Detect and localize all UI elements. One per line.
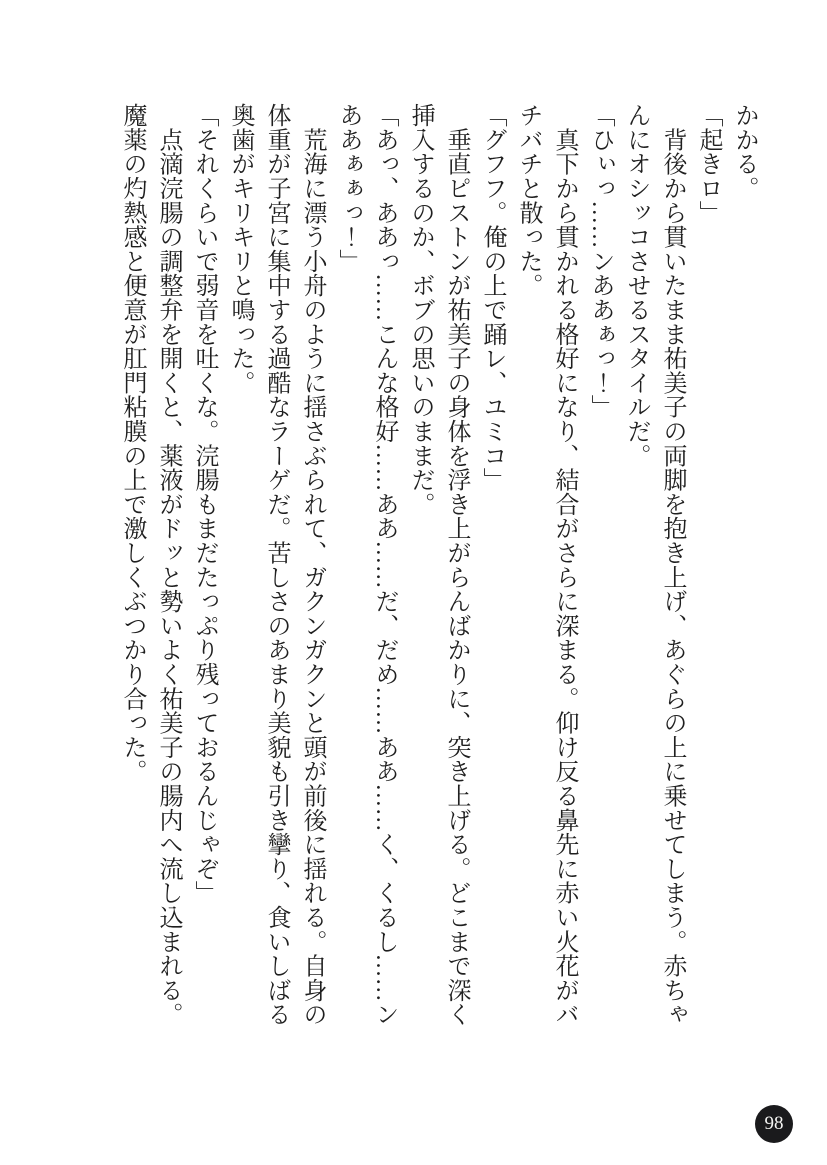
vertical-text-line: んにオシッコさせるスタイルだ。: [623, 103, 649, 468]
vertical-text-line: ああぁぁっ！」: [335, 103, 361, 274]
vertical-text-line: 垂直ピストンが祐美子の身体を浮き上がらんばかりに、突き上げる。どこまで深く: [443, 103, 469, 1027]
vertical-text-line: かかる。: [731, 103, 757, 201]
vertical-text-line: 「それくらいで弱音を吐くな。浣腸もまだたっぷり残っておるんじゃぞ」: [191, 103, 217, 905]
vertical-text-line: 「起きロ」: [695, 103, 721, 225]
vertical-text-line: 奥歯がキリキリと鳴った。: [227, 103, 253, 395]
vertical-text-block: [114, 103, 762, 1025]
vertical-text-line: 荒海に漂う小舟のように揺さぶられて、ガクンガクンと頭が前後に揺れる。自身の: [299, 103, 325, 1027]
vertical-text-line: 点滴浣腸の調整弁を開くと、薬液がドッと勢いよく祐美子の腸内へ流し込まれる。: [155, 103, 181, 1027]
vertical-text-line: 「グフフ。俺の上で踊レ、ユミコ」: [479, 103, 505, 492]
vertical-text-line: 体重が子宮に集中する過酷なラーゲだ。苦しさのあまり美貌も引き攣り、食いしばる: [263, 103, 289, 1027]
vertical-text-line: 挿入するのか、ボブの思いのままだ。: [407, 103, 433, 517]
page-number-badge: [755, 1105, 793, 1143]
page-number: 98: [764, 1113, 784, 1134]
vertical-text-line: 「あっ、ああっ……こんな格好……ああ……だ、だめ……ああ……く、くるし……ン: [371, 103, 397, 1027]
vertical-text-line: チバチと散った。: [515, 103, 541, 298]
vertical-text-line: 真下から貫かれる格好になり、結合がさらに深まる。仰け反る鼻先に赤い火花がバ: [551, 103, 577, 1027]
vertical-text-line: 「ひぃっ……ンああぁっ！」: [587, 103, 613, 419]
vertical-text-line: 背後から貫いたまま祐美子の両脚を抱き上げ、あぐらの上に乗せてしまう。赤ちゃ: [659, 103, 685, 1027]
vertical-text-line: 魔薬の灼熱感と便意が肛門粘膜の上で激しくぶつかり合った。: [119, 103, 145, 784]
